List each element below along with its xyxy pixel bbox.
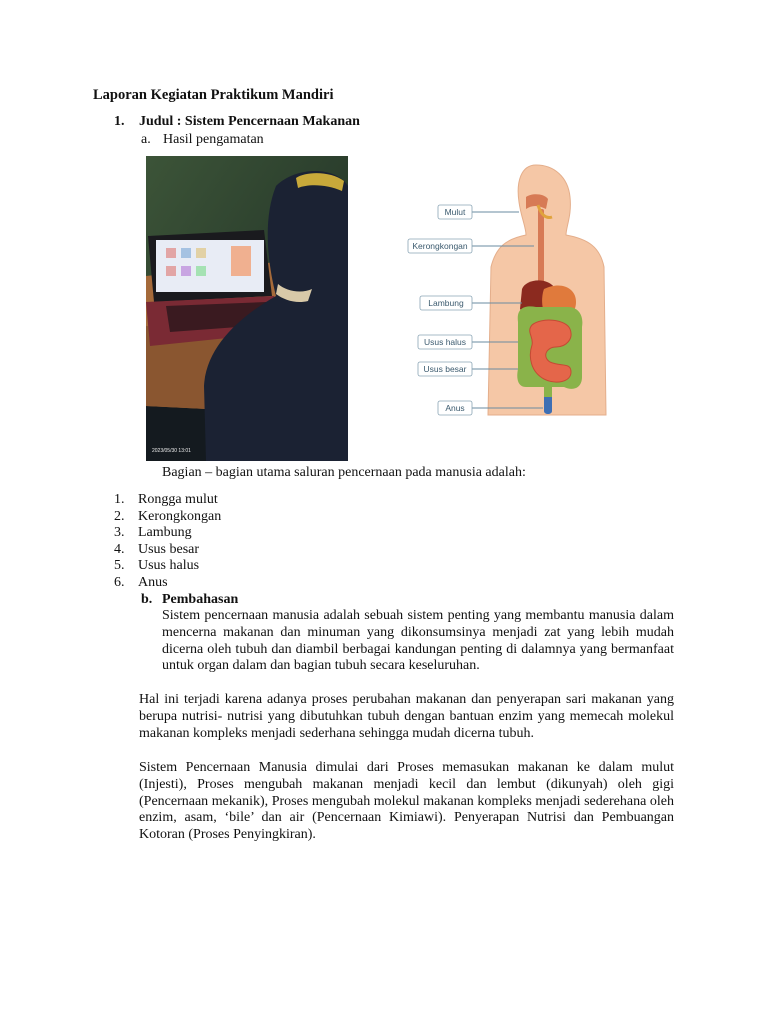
- section-title: Judul : Sistem Pencernaan Makanan: [139, 114, 360, 129]
- list-item: 2. Kerongkongan: [114, 508, 222, 524]
- photo-timestamp: 2023/05/30 13:01: [152, 448, 191, 454]
- label-anus: Anus: [445, 403, 465, 413]
- subsection-a-letter: a.: [141, 132, 151, 147]
- paragraph-2: Hal ini terjadi karena adanya proses perubahan makanan dan penyerapan sari makanan yang berupa nutrisi- nutrisi yang dibutuhkan tubuh dengan bantuan enzim yang memecah molekul makanan kompleks menjadi sederhana sehingga mudah dicerna tubuh.: [139, 692, 674, 741]
- list-item: 4. Usus besar: [114, 541, 200, 557]
- digestive-diagram-svg: [376, 157, 646, 457]
- list-item: 1. Rongga mulut: [114, 492, 218, 507]
- subsection-a-title: Hasil pengamatan: [163, 132, 264, 147]
- label-usus-besar: Usus besar: [423, 364, 467, 374]
- subsection-b-title: Pembahasan: [162, 592, 239, 607]
- observation-photo: [146, 156, 348, 461]
- document-title: Laporan Kegiatan Praktikum Mandiri: [93, 87, 334, 103]
- label-kerongkongan: Kerongkongan: [412, 241, 468, 251]
- list-item: 3. Lambung: [114, 525, 192, 541]
- paragraph-3: Sistem Pencernaan Manusia dimulai dari Proses memasukan makanan ke dalam mulut (Injesti), Proses mengubah makanan menjadi kecil dan lembut (dikunyah) oleh gigi (Pencernaan mekanik), Proses mengubah molekul makanan kompleks menjadi sederehana oleh enzim, asam, ‘bile’ dan air (Pencernaan Kimiawi). Penyerapan Nutrisi dan Pembuangan Kotoran (Proses Penyingkiran).: [139, 760, 674, 843]
- list-item: 5. Usus halus: [114, 558, 200, 574]
- subsection-b-letter: b.: [141, 592, 153, 607]
- digestive-system-diagram: [376, 157, 646, 457]
- list-intro: Bagian – bagian utama saluran pencernaan pada manusia adalah:: [162, 465, 526, 480]
- label-mulut: Mulut: [444, 207, 466, 217]
- paragraph-1: Sistem pencernaan manusia adalah sebuah sistem penting yang membantu manusia dalam mencerna makanan dan minuman yang dikonsumsinya menjadi zat yang lebih mudah dicerna oleh tubuh dan diambil berbagai kandungan penting di dalamnya yang bermanfaat untuk organ dalam dan bagian tubuh secara keseluruhan.: [162, 608, 674, 674]
- list-item: 6. Anus: [114, 574, 168, 590]
- label-usus-halus: Usus halus: [423, 337, 467, 347]
- organ-list: [114, 492, 221, 592]
- label-lambung: Lambung: [428, 298, 464, 308]
- photo-illustration: [146, 156, 348, 461]
- section-number: 1.: [114, 114, 125, 129]
